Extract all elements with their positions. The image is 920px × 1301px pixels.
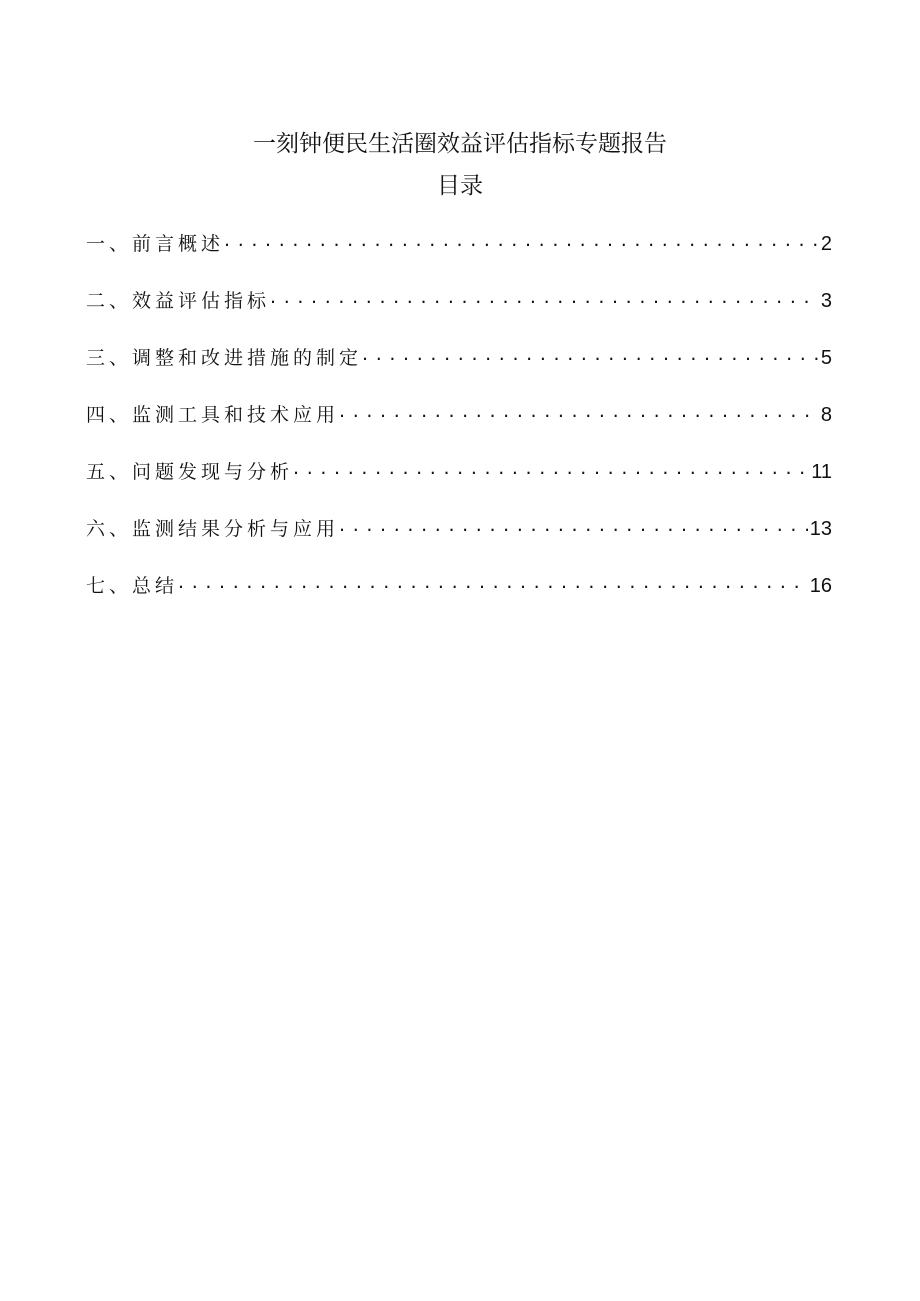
- toc-page-number: 13: [809, 518, 832, 540]
- toc-page-number: 11: [811, 461, 832, 483]
- toc-entry[interactable]: [86, 397, 832, 454]
- toc-entry[interactable]: [86, 226, 832, 283]
- toc-entry[interactable]: [86, 283, 832, 340]
- toc-dot-leader: [362, 344, 819, 364]
- toc-entry-label: 三、调整和改进措施的制定: [86, 347, 363, 369]
- toc-entry[interactable]: [86, 454, 832, 511]
- toc-entry-label: 二、效益评估指标: [86, 290, 271, 312]
- toc-page-number: 3: [820, 290, 832, 312]
- toc-entry-label: 六、监测结果分析与应用: [86, 518, 340, 540]
- toc-dot-leader: [339, 401, 819, 421]
- table-of-contents: [86, 226, 832, 625]
- toc-entry-label: 四、监测工具和技术应用: [86, 404, 340, 426]
- toc-page-number: 16: [809, 575, 832, 597]
- toc-entry-label: 七、总结: [86, 575, 179, 597]
- toc-entry[interactable]: [86, 511, 832, 568]
- toc-entry[interactable]: [86, 568, 832, 625]
- toc-entry-label: 五、问题发现与分析: [86, 461, 294, 483]
- toc-page-number: 2: [820, 233, 832, 255]
- toc-entry[interactable]: [86, 340, 832, 397]
- document-title: 一刻钟便民生活圈效益评估指标专题报告: [253, 131, 667, 157]
- toc-page-number: 5: [820, 347, 832, 369]
- toc-dot-leader: [224, 230, 819, 250]
- toc-dot-leader: [293, 458, 809, 478]
- toc-dot-leader: [178, 572, 808, 592]
- toc-heading: 目录: [437, 173, 483, 199]
- toc-dot-leader: [270, 287, 819, 307]
- toc-dot-leader: [339, 515, 808, 535]
- toc-page-number: 8: [820, 404, 832, 426]
- toc-entry-label: 一、前言概述: [86, 233, 225, 255]
